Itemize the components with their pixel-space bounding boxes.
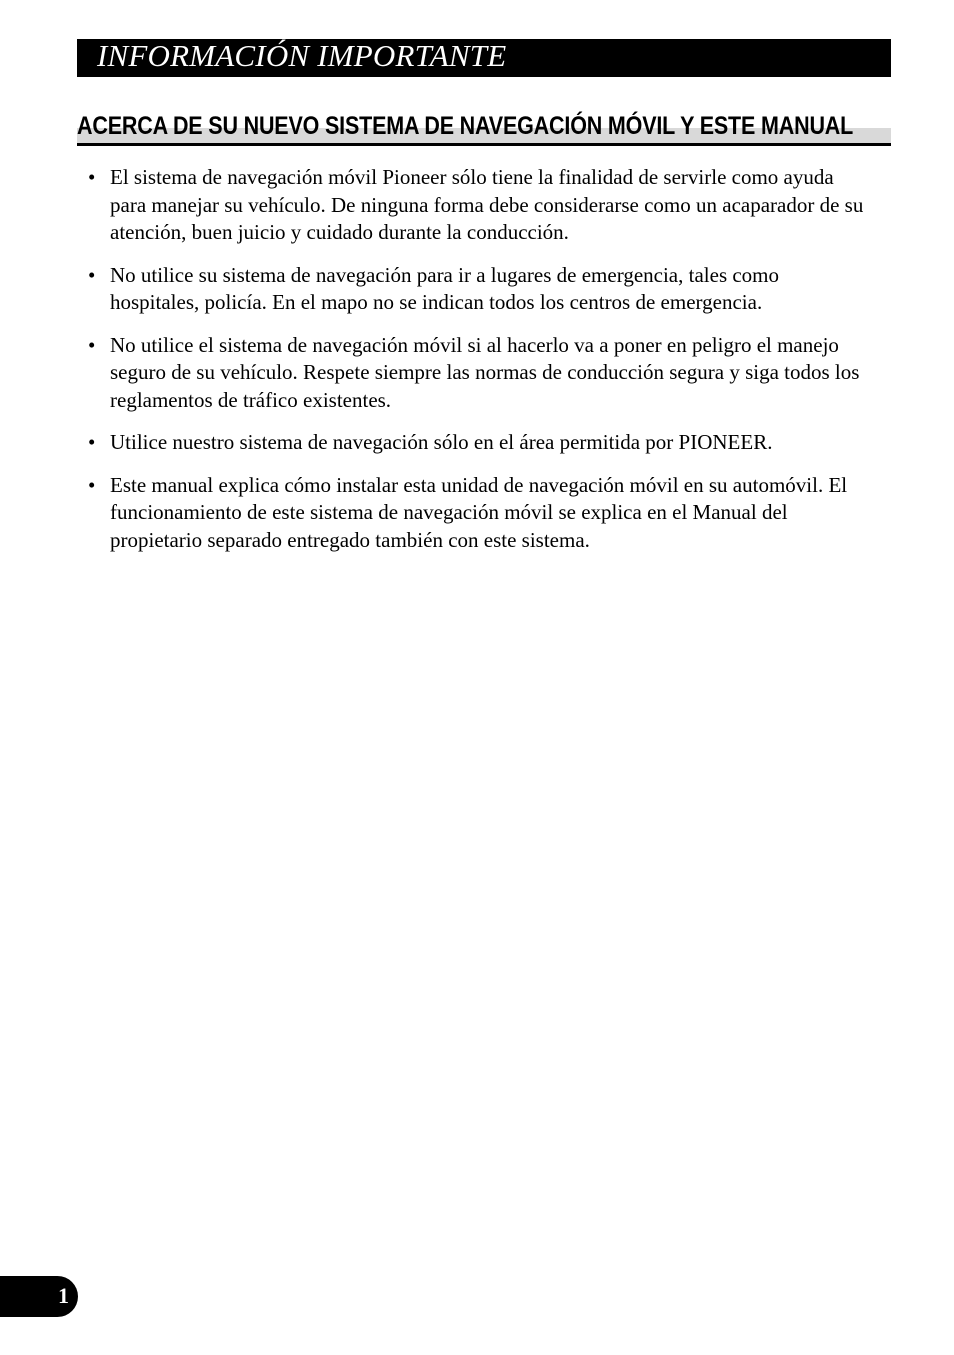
bullet-text: No utilice su sistema de navegación para ir a lugares de emergencia, tales como hospitales, policía. En el mapo no se indican todos los centros de emergencia. — [110, 262, 780, 314]
section-heading-block — [77, 110, 891, 147]
bullet-list — [87, 164, 867, 569]
bullet-text: Este manual explica cómo instalar esta unidad de navegación móvil en su automóvil. El funcionamiento de este sistema de navegación móvil se explica en el Manual del propietario separado entregado también con este sistema. — [110, 472, 848, 552]
bullet-text: Utilice nuestro sistema de navegación sólo en el área permitida por PIONEER. — [110, 430, 773, 454]
bullet-dot: • — [88, 332, 96, 357]
bullet-item — [87, 429, 867, 457]
bullet-dot: • — [88, 472, 96, 497]
bullet-dot: • — [88, 165, 96, 189]
bullet-item — [87, 472, 867, 555]
heading-underline — [77, 143, 891, 146]
bullet-item — [87, 164, 867, 247]
bullet-dot: • — [88, 262, 96, 287]
page-title: INFORMACIÓN IMPORTANTE — [97, 38, 507, 73]
page-number: 1 — [58, 1283, 69, 1308]
bullet-text: No utilice el sistema de navegación móvil si al hacerlo va a poner en peligro el manejo seguro de su vehículo. Respete siempre las normas de conducción segura y siga todos los reglamentos de tráfico existentes. — [110, 332, 860, 412]
bullet-dot: • — [88, 430, 96, 454]
bullet-item — [87, 262, 867, 317]
section-heading: ACERCA DE SU NUEVO SISTEMA DE NAVEGACIÓN MÓVIL Y ESTE MANUAL — [77, 112, 854, 140]
page-number-tab — [0, 1276, 78, 1317]
title-bar — [77, 39, 891, 77]
bullet-text: El sistema de navegación móvil Pioneer sólo tiene la finalidad de servirle como ayuda para manejar su vehículo. De ninguna forma debe considerarse como un acaparador de su atención, buen juicio y cuidado durante la conducción. — [110, 165, 864, 244]
bullet-item — [87, 332, 867, 415]
